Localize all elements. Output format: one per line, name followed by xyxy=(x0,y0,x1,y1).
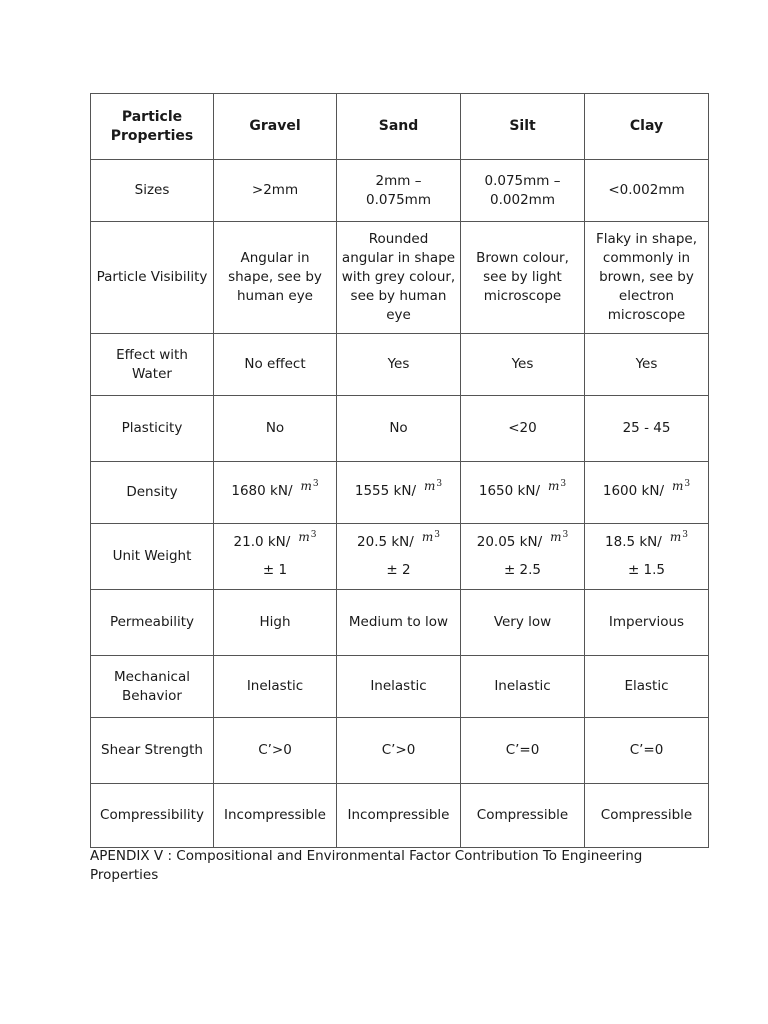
cell-mechanical-sand: Inelastic xyxy=(337,656,461,718)
cell-permeability-gravel: High xyxy=(214,590,337,656)
unit-symbol: m xyxy=(421,530,434,544)
cell-plasticity-clay: 25 - 45 xyxy=(585,396,709,462)
cell-permeability-clay: Impervious xyxy=(585,590,709,656)
density-value: 1680 kN/ xyxy=(231,483,293,499)
cell-unit-weight-gravel xyxy=(214,524,337,590)
unit-symbol: m xyxy=(669,530,682,544)
header-sand: Sand xyxy=(337,94,461,160)
header-silt: Silt xyxy=(461,94,585,160)
unit-cubic-meter xyxy=(424,477,442,498)
cell-compressibility-gravel: Incompressible xyxy=(214,784,337,848)
row-label-sizes: Sizes xyxy=(91,160,214,222)
cell-water-sand: Yes xyxy=(337,334,461,396)
row-label-mechanical-behavior: Mechanical Behavior xyxy=(91,656,214,718)
unit-exponent: 3 xyxy=(682,530,688,540)
unit-symbol: m xyxy=(672,479,684,493)
unit-weight-value: 18.5 kN/ xyxy=(605,534,662,550)
cell-compressibility-silt: Compressible xyxy=(461,784,585,848)
cell-visibility-sand: Rounded angular in shape with grey colour, see by human eye xyxy=(337,222,461,334)
unit-weight-line xyxy=(465,530,580,554)
table-row-plasticity xyxy=(91,396,709,462)
cell-sizes-sand: 2mm – 0.075mm xyxy=(337,160,461,222)
cell-permeability-sand: Medium to low xyxy=(337,590,461,656)
table-row-mechanical-behavior xyxy=(91,656,709,718)
unit-exponent: 3 xyxy=(310,530,317,540)
header-clay: Clay xyxy=(585,94,709,160)
cell-sizes-gravel: >2mm xyxy=(214,160,337,222)
unit-cubic-meter xyxy=(670,528,688,549)
cell-mechanical-gravel: Inelastic xyxy=(214,656,337,718)
table-row-unit-weight xyxy=(91,524,709,590)
unit-weight-tolerance: ± 2.5 xyxy=(503,562,542,578)
cell-plasticity-gravel: No xyxy=(214,396,337,462)
cell-compressibility-clay: Compressible xyxy=(585,784,709,848)
table-row-compressibility xyxy=(91,784,709,848)
unit-exponent: 3 xyxy=(562,530,569,540)
cell-shear-sand: C’>0 xyxy=(337,718,461,784)
unit-weight-tolerance: ± 1.5 xyxy=(627,562,666,578)
unit-weight-value: 21.0 kN/ xyxy=(233,534,291,550)
unit-exponent: 3 xyxy=(684,479,691,489)
table-row-shear-strength xyxy=(91,718,709,784)
row-label-density: Density xyxy=(91,462,214,524)
unit-weight-line xyxy=(341,530,456,554)
unit-cubic-meter xyxy=(298,528,316,549)
cell-shear-silt: C’=0 xyxy=(461,718,585,784)
unit-weight-value: 20.5 kN/ xyxy=(357,534,414,550)
cell-mechanical-silt: Inelastic xyxy=(461,656,585,718)
cell-water-gravel: No effect xyxy=(214,334,337,396)
density-value: 1600 kN/ xyxy=(602,483,664,499)
cell-density-clay xyxy=(585,462,709,524)
unit-weight-tolerance: ± 2 xyxy=(386,562,411,578)
table-caption: APENDIX V : Compositional and Environmental Factor Contribution To Engineering Properties xyxy=(90,848,643,883)
table-row-sizes xyxy=(91,160,709,222)
row-label-unit-weight: Unit Weight xyxy=(91,524,214,590)
unit-symbol: m xyxy=(298,530,310,544)
table-header-row xyxy=(91,94,709,160)
unit-cubic-meter xyxy=(301,477,319,498)
cell-visibility-gravel: Angular in shape, see by human eye xyxy=(214,222,337,334)
cell-visibility-silt: Brown colour, see by light microscope xyxy=(461,222,585,334)
unit-weight-line xyxy=(589,530,704,554)
cell-unit-weight-silt xyxy=(461,524,585,590)
header-gravel: Gravel xyxy=(214,94,337,160)
header-particle-properties: Particle Properties xyxy=(91,94,214,160)
unit-cubic-meter xyxy=(548,477,566,498)
cell-density-sand xyxy=(337,462,461,524)
cell-plasticity-sand: No xyxy=(337,396,461,462)
table-row-density xyxy=(91,462,709,524)
particle-properties-table xyxy=(90,93,709,848)
unit-symbol: m xyxy=(300,479,312,493)
cell-density-silt xyxy=(461,462,585,524)
unit-exponent: 3 xyxy=(434,530,440,540)
cell-unit-weight-clay xyxy=(585,524,709,590)
row-label-effect-with-water: Effect with Water xyxy=(91,334,214,396)
cell-shear-gravel: C’>0 xyxy=(214,718,337,784)
unit-exponent: 3 xyxy=(560,479,567,489)
unit-symbol: m xyxy=(550,530,562,544)
density-value: 1650 kN/ xyxy=(478,483,540,499)
density-value: 1555 kN/ xyxy=(354,483,416,499)
unit-symbol: m xyxy=(424,479,436,493)
cell-water-silt: Yes xyxy=(461,334,585,396)
unit-cubic-meter xyxy=(672,477,690,498)
cell-density-gravel xyxy=(214,462,337,524)
row-label-shear-strength: Shear Strength xyxy=(91,718,214,784)
unit-cubic-meter xyxy=(422,528,440,549)
cell-unit-weight-sand xyxy=(337,524,461,590)
unit-symbol: m xyxy=(548,479,560,493)
cell-plasticity-silt: <20 xyxy=(461,396,585,462)
row-label-compressibility: Compressibility xyxy=(91,784,214,848)
unit-weight-value: 20.05 kN/ xyxy=(476,534,543,550)
cell-mechanical-clay: Elastic xyxy=(585,656,709,718)
row-label-plasticity: Plasticity xyxy=(91,396,214,462)
cell-shear-clay: C’=0 xyxy=(585,718,709,784)
unit-cubic-meter xyxy=(550,528,568,549)
cell-permeability-silt: Very low xyxy=(461,590,585,656)
cell-sizes-clay: <0.002mm xyxy=(585,160,709,222)
unit-exponent: 3 xyxy=(312,479,319,489)
table-row-effect-with-water xyxy=(91,334,709,396)
table-row-particle-visibility xyxy=(91,222,709,334)
cell-visibility-clay: Flaky in shape, commonly in brown, see by electron microscope xyxy=(585,222,709,334)
row-label-particle-visibility: Particle Visibility xyxy=(91,222,214,334)
cell-sizes-silt: 0.075mm – 0.002mm xyxy=(461,160,585,222)
unit-exponent: 3 xyxy=(436,479,443,489)
table-row-permeability xyxy=(91,590,709,656)
cell-water-clay: Yes xyxy=(585,334,709,396)
cell-compressibility-sand: Incompressible xyxy=(337,784,461,848)
unit-weight-tolerance: ± 1 xyxy=(262,562,288,578)
row-label-permeability: Permeability xyxy=(91,590,214,656)
unit-weight-line xyxy=(218,530,332,554)
